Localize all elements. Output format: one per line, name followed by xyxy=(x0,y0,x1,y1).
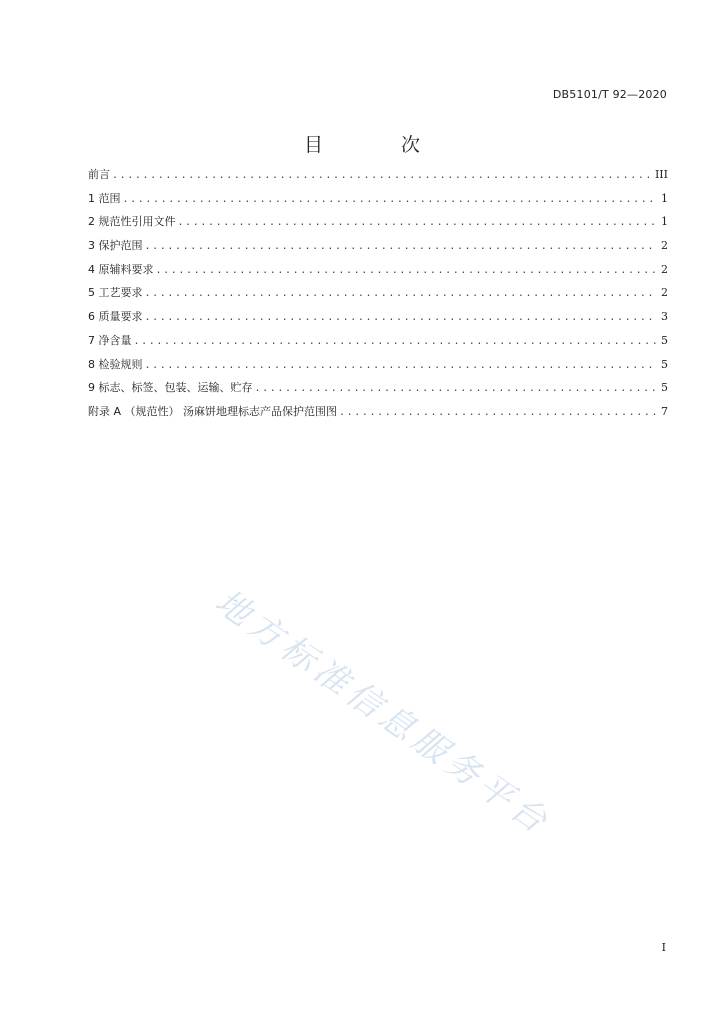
toc-entry-label: 9 标志、标签、包装、运输、贮存 xyxy=(88,381,253,395)
dot-leader xyxy=(145,288,658,299)
toc-entry-label: 7 净含量 xyxy=(88,333,132,347)
toc-entry-label: 3 保护范围 xyxy=(88,239,143,253)
toc-entry-normative-references[interactable] xyxy=(88,213,668,237)
toc-entry-inspection[interactable] xyxy=(88,356,668,380)
toc-entry-label: 8 检验规则 xyxy=(88,357,143,371)
toc-entry-label: 前言 xyxy=(88,168,110,181)
toc-entry-net-content[interactable] xyxy=(88,332,668,356)
dot-leader xyxy=(255,383,658,394)
watermark: 地方标准信息服务平台 xyxy=(207,581,559,844)
toc-entry-label: 5 工艺要求 xyxy=(88,286,143,300)
toc-entry-page: 2 xyxy=(661,262,668,276)
toc-entry-label: 6 质量要求 xyxy=(88,310,143,324)
toc-entry-label: 2 规范性引用文件 xyxy=(88,215,176,229)
toc-entry-page: 2 xyxy=(661,239,668,253)
toc-entry-page: 2 xyxy=(661,286,668,300)
toc-entry-page: 3 xyxy=(661,310,668,324)
page-title: 目 次 xyxy=(303,134,457,156)
toc-entry-scope[interactable] xyxy=(88,190,668,214)
document-code: DB5101/T 92—2020 xyxy=(552,88,667,101)
toc-entry-label: 1 范围 xyxy=(88,191,121,205)
toc-entry-page: 5 xyxy=(661,357,668,371)
toc-entry-page: 1 xyxy=(661,215,668,229)
dot-leader xyxy=(178,217,658,228)
dot-leader xyxy=(145,241,658,252)
toc-entry-annex-a[interactable] xyxy=(88,403,668,427)
page-number: I xyxy=(661,941,666,954)
toc-entry-page: 5 xyxy=(661,381,668,395)
dot-leader xyxy=(123,194,658,205)
toc-entry-page: 5 xyxy=(661,333,668,347)
dot-leader xyxy=(145,312,658,323)
dot-leader xyxy=(134,336,658,347)
toc-entry-protection-area[interactable] xyxy=(88,237,668,261)
toc-entry-raw-materials[interactable] xyxy=(88,261,668,285)
toc-entry-quality[interactable] xyxy=(88,308,668,332)
table-of-contents xyxy=(88,166,668,427)
toc-entry-label: 附录 A （规范性） 汤麻饼地理标志产品保护范围图 xyxy=(88,404,338,418)
dot-leader xyxy=(156,265,658,276)
toc-entry-foreword[interactable] xyxy=(88,166,668,190)
toc-entry-page: 1 xyxy=(661,191,668,205)
toc-entry-page: 7 xyxy=(661,404,668,418)
dot-leader xyxy=(339,407,657,418)
toc-entry-marking-storage[interactable] xyxy=(88,379,668,403)
toc-entry-process[interactable] xyxy=(88,284,668,308)
dot-leader xyxy=(112,170,651,181)
toc-entry-label: 4 原辅料要求 xyxy=(88,262,154,276)
toc-entry-page: III xyxy=(654,168,668,181)
dot-leader xyxy=(145,360,658,371)
